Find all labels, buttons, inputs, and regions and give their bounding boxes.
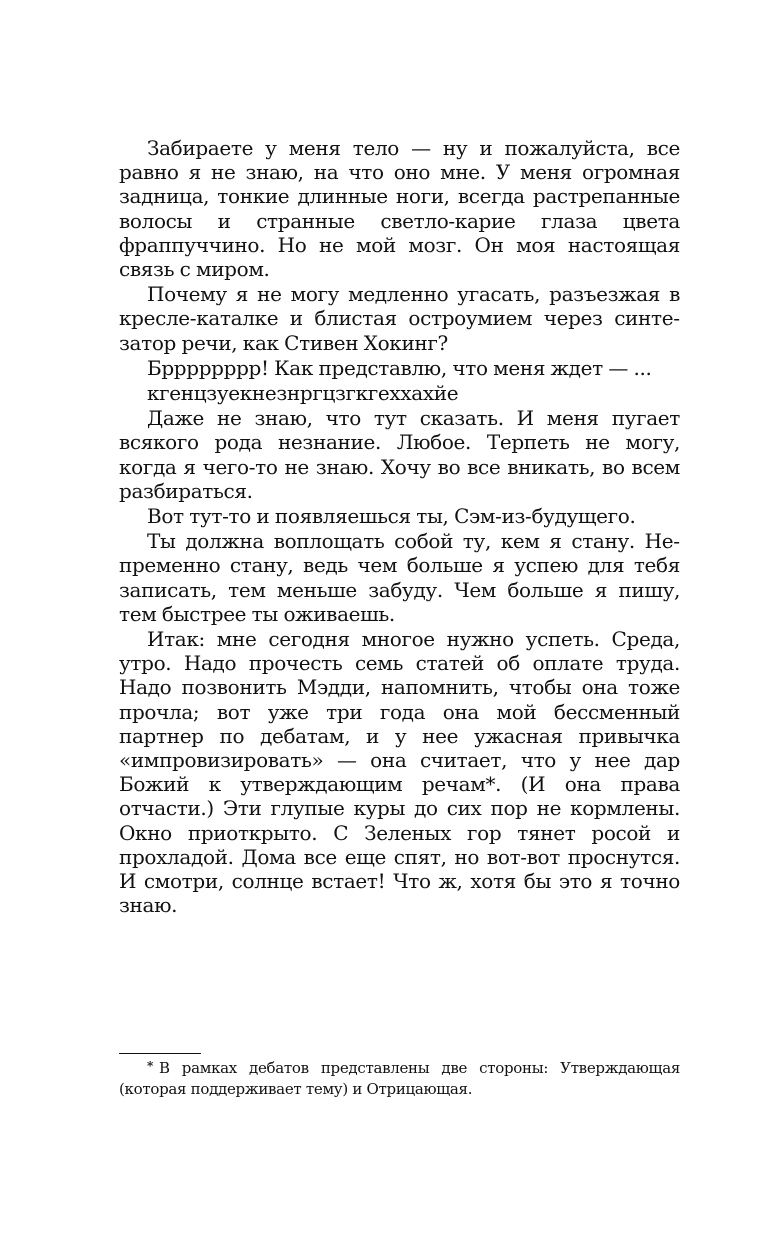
footnote-text: В рамках дебатов представлены две стороны: Утверждающая (которая поддерживает тему) и Отрицающая.: [119, 1059, 680, 1098]
paragraph-4: кгенцзуекнезнргцзгкгexхахйе: [147, 381, 459, 406]
page-body: [119, 136, 680, 919]
paragraph-8: Итак: мне сегодня многое нужно успеть. Среда, утро. Надо прочесть семь статей об оплате труда. Надо позвонить Мэдди, напомнить, чтобы она тоже прочла; вот уже три года она мой бессменный партнер по дебатам, и у нее ужасная привычка «импровизировать» — она считает, что у нее дар Божий к утверждающим речам*. (И она права отчасти.) Эти глупые куры до сих пор не кормлены. Окно приоткрыто. С Зеленых гор тянет росой и прохладой. Дома все еще спят, но вот-вот проснутся. И смотри, солнце встает! Что ж, хотя бы это я точно знаю.: [119, 627, 680, 918]
paragraph-3: Брррррррр! Как представлю, что меня ждет — ...: [147, 355, 652, 380]
paragraph-6: Вот тут-то и появляешься ты, Сэм-из-будущего.: [147, 504, 636, 529]
footnote-mark: *: [147, 1059, 153, 1073]
paragraph-7: Ты должна воплощать собой ту, кем я стану. Непременно стану, ведь чем больше я успею для тебя записать, тем меньше забуду. Чем больше я пишу, тем быстрее ты оживаешь.: [119, 529, 680, 626]
paragraph-5: Даже не знаю, что тут сказать. И меня пугает всякого рода незнание. Любое. Терпеть не могу, когда я чего-то не знаю. Хочу во все вникать, во всем разбираться.: [119, 406, 680, 503]
paragraph-1: Забираете у меня тело — ну и пожалуйста, все равно я не знаю, на что оно мне. У меня огромная задница, тонкие длинные ноги, всегда растрепанные волосы и странные светло-карие глаза цвета фраппуччино. Но не мой мозг. Он моя настоящая связь с миром.: [119, 136, 680, 282]
footnote: [119, 1058, 680, 1099]
paragraph-2: Почему я не могу медленно угасать, разъезжая в кресле-каталке и блистая остроумием через синтезатор речи, как Стивен Хокинг?: [119, 282, 680, 355]
footnote-divider: [119, 1053, 201, 1054]
